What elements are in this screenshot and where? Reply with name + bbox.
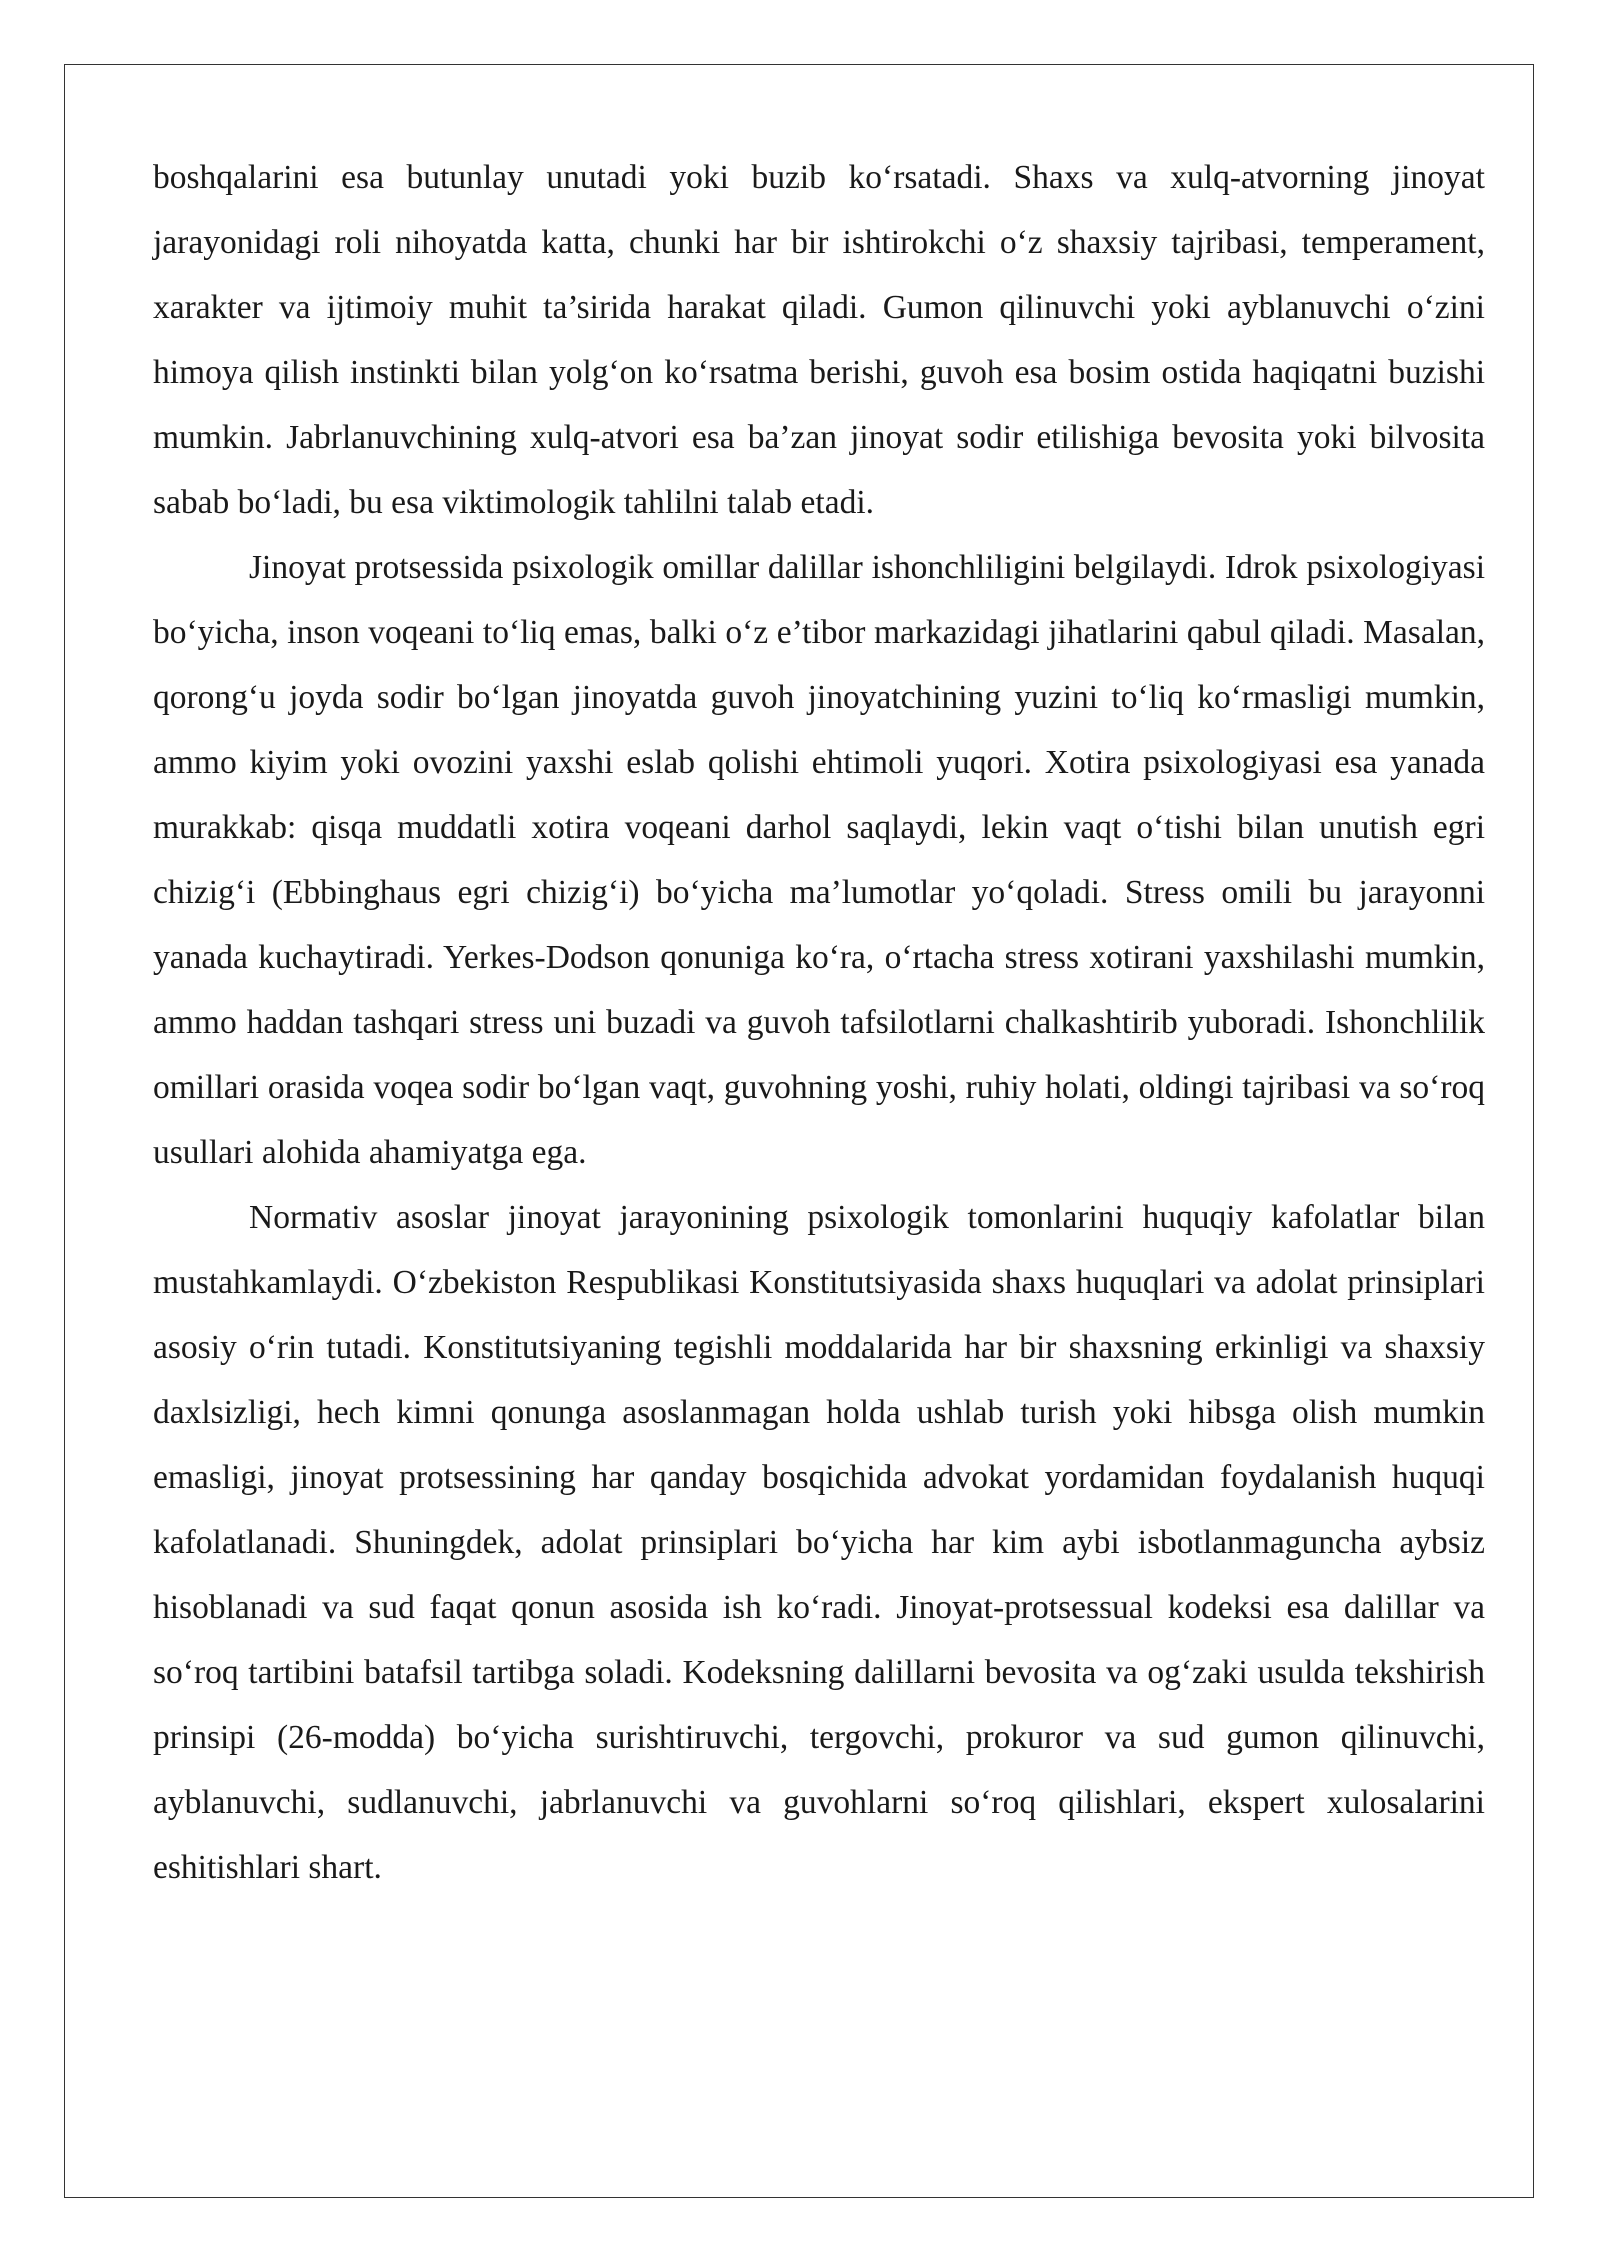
paragraph-psychological-factors: Jinoyat protsessida psixologik omillar dalillar ishonchliligini belgilaydi. Idrok psixologiyasi bo‘yicha, inson voqeani to‘liq emas, balki o‘z e’tibor markazidagi jihatlarini qabul qiladi. Masalan, qorong‘u joyda sodir bo‘lgan jinoyatda guvoh jinoyatchining yuzini to‘liq ko‘rmasligi mumkin, ammo kiyim yoki ovozini yaxshi eslab qolishi ehtimoli yuqori. Xotira psixologiyasi esa yanada murakkab: qisqa muddatli xotira voqeani darhol saqlaydi, lekin vaqt o‘tishi bilan unutish egri chizig‘i (Ebbinghaus egri chizig‘i) bo‘yicha ma’lumotlar yo‘qoladi. Stress omili bu jarayonni yanada kuchaytiradi. Yerkes-Dodson qonuniga ko‘ra, o‘rtacha stress xotirani yaxshilashi mumkin, ammo haddan tashqari stress uni buzadi va guvoh tafsilotlarni chalkashtirib yuboradi. Ishonchlilik omillari orasida voqea sodir bo‘lgan vaqt, guvohning yoshi, ruhiy holati, oldingi tajribasi va so‘roq usullari alohida ahamiyatga ega. (153, 549, 1485, 1171)
document-body (153, 145, 1485, 1900)
paragraph-normative-basis: Normativ asoslar jinoyat jarayonining psixologik tomonlarini huquqiy kafolatlar bilan mustahkamlaydi. O‘zbekiston Respublikasi Konstitutsiyasida shaxs huquqlari va adolat prinsiplari asosiy o‘rin tutadi. Konstitutsiyaning tegishli moddalarida har bir shaxsning erkinligi va shaxsiy daxlsizligi, hech kimni qonunga asoslanmagan holda ushlab turish yoki hibsga olish mumkin emasligi, jinoyat protsessining har qanday bosqichida advokat yordamidan foydalanish huquqi kafolatlanadi. Shuningdek, adolat prinsiplari bo‘yicha har kim aybi isbotlanmaguncha aybsiz hisoblanadi va sud faqat qonun asosida ish ko‘radi. Jinoyat-protsessual kodeksi esa dalillar va so‘roq tartibini batafsil tartibga soladi. Kodeksning dalillarni bevosita va og‘zaki usulda tekshirish prinsipi (26-modda) bo‘yicha surishtiruvchi, tergovchi, prokuror va sud gumon qilinuvchi, ayblanuvchi, sudlanuvchi, jabrlanuvchi va guvohlarni so‘roq qilishlari, ekspert xulosalarini eshitishlari shart. (153, 1199, 1485, 1886)
paragraph-continuation: boshqalarini esa butunlay unutadi yoki buzib ko‘rsatadi. Shaxs va xulq-atvorning jinoyat jarayonidagi roli nihoyatda katta, chunki har bir ishtirokchi o‘z shaxsiy tajribasi, temperament, xarakter va ijtimoiy muhit ta’sirida harakat qiladi. Gumon qilinuvchi yoki ayblanuvchi o‘zini himoya qilish instinkti bilan yolg‘on ko‘rsatma berishi, guvoh esa bosim ostida haqiqatni buzishi mumkin. Jabrlanuvchining xulq-atvori esa ba’zan jinoyat sodir etilishiga bevosita yoki bilvosita sabab bo‘ladi, bu esa viktimologik tahlilni talab etadi. (153, 159, 1485, 521)
